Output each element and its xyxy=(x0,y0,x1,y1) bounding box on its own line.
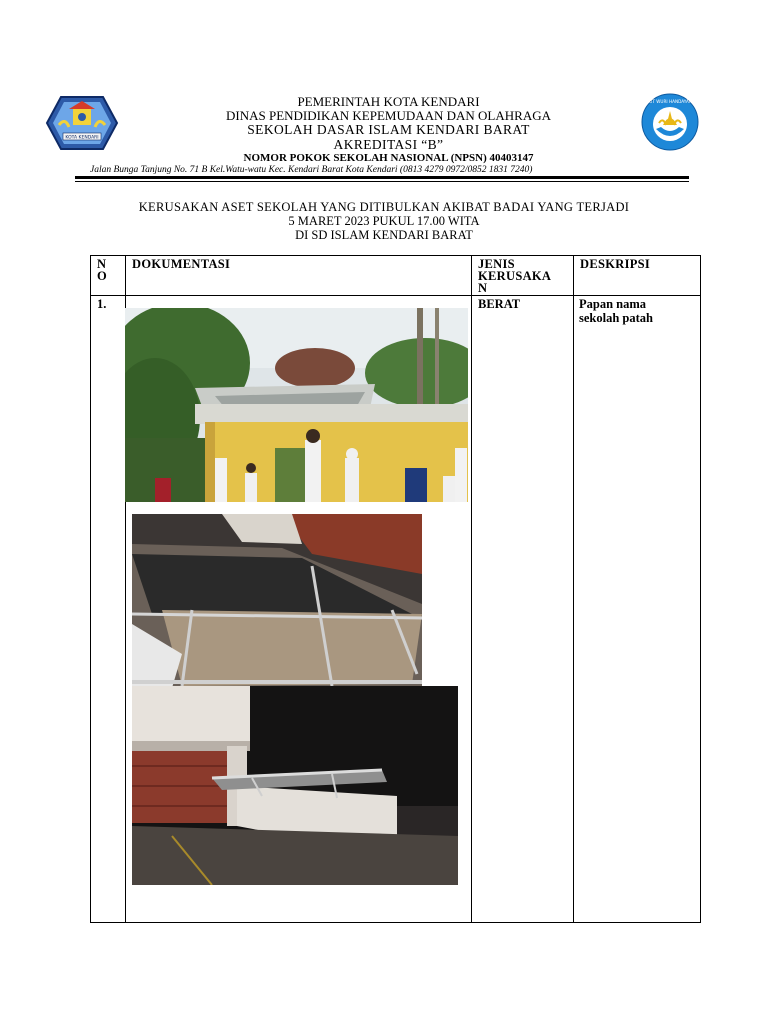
header-cell-deskripsi xyxy=(573,255,701,296)
row-1-damage-type: BERAT xyxy=(478,297,521,311)
header-no-line-2: O xyxy=(97,269,108,283)
header-dokumentasi-label: DOKUMENTASI xyxy=(132,257,231,271)
broken-signboard-daytime-photo xyxy=(125,308,468,502)
logo-right-caption: TUT WURI HANDAYANI xyxy=(646,99,694,104)
row-1-description-line-1: Papan nama xyxy=(579,297,647,311)
header-deskripsi-label: DESKRIPSI xyxy=(580,257,651,271)
header-cell-no xyxy=(90,255,126,296)
row-1-cell-jenis xyxy=(471,295,574,923)
row-1-number: 1. xyxy=(97,297,107,311)
broken-signboard-night-photo xyxy=(132,686,458,885)
letterhead-line-accreditation: AKREDITASI “B” xyxy=(333,137,444,152)
letterhead-address: Jalan Bunga Tanjung No. 71 B Kel.Watu-watu Kec. Kendari Barat Kota Kendari (0813 4279 0972/0852 1831 7240) xyxy=(90,165,533,175)
letterhead-rule-thin xyxy=(75,181,689,182)
letterhead-line-school-name: SEKOLAH DASAR ISLAM KENDARI BARAT xyxy=(247,122,530,137)
header-jenis-line-1: JENIS xyxy=(478,257,515,271)
row-1-cell-no xyxy=(90,295,126,923)
header-cell-dokumentasi xyxy=(125,255,472,296)
header-jenis-line-2: KERUSAKA xyxy=(478,269,552,283)
row-1-description-line-2: sekolah patah xyxy=(579,311,653,325)
letterhead-rule-thick xyxy=(75,176,689,179)
report-title-line-3: DI SD ISLAM KENDARI BARAT xyxy=(295,228,473,242)
letterhead-line-government: PEMERINTAH KOTA KENDARI xyxy=(297,94,480,109)
header-no-line-1: N xyxy=(97,257,107,271)
header-cell-jenis-kerusakan xyxy=(471,255,574,296)
letterhead-line-npsn: NOMOR POKOK SEKOLAH NASIONAL (NPSN) 40403147 xyxy=(243,152,534,164)
letterhead-line-department: DINAS PENDIDIKAN KEPEMUDAAN DAN OLAHRAGA xyxy=(226,108,551,123)
row-1-cell-deskripsi xyxy=(573,295,701,923)
header-jenis-line-3: N xyxy=(478,281,488,295)
logo-left-caption: KOTA KENDARI xyxy=(65,135,99,141)
report-title-line-1: KERUSAKAN ASET SEKOLAH YANG DITIBULKAN AKIBAT BADAI YANG TERJADI xyxy=(138,200,630,214)
broken-signboard-frame-closeup-photo xyxy=(132,514,422,688)
report-title-line-2: 5 MARET 2023 PUKUL 17.00 WITA xyxy=(288,214,480,228)
